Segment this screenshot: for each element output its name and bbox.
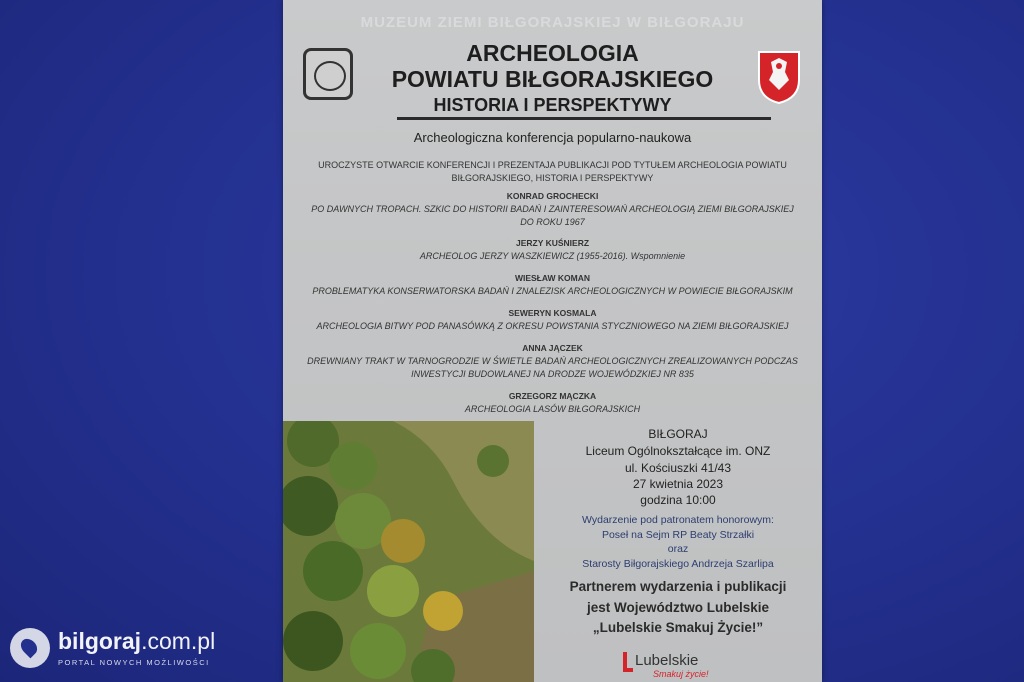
event-info-panel xyxy=(534,421,822,682)
speaker-talk: INWESTYCJI BUDOWLANEJ NA DRODZE WOJEWÓDZKIEJ NR 835 xyxy=(411,369,694,379)
speaker-name: GRZEGORZ MĄCZKA xyxy=(508,391,597,401)
watermark-brand-name: bilgoraj xyxy=(58,628,142,654)
speaker-talk: DREWNIANY TRAKT W TARNOGRODZIE W ŚWIETLE BADAŃ ARCHEOLOGICZNYCH ZREALIZOWANYCH PODCZAS xyxy=(307,356,798,366)
event-date: 27 kwietnia 2023 xyxy=(632,477,724,491)
watermark-tagline: PORTAL NOWYCH MOŻLIWOŚCI xyxy=(58,658,210,667)
museum-header: MUZEUM ZIEMI BIŁGORAJSKIEJ W BIŁGORAJU xyxy=(360,14,745,31)
speaker-name: WIESŁAW KOMAN xyxy=(514,273,591,283)
aerial-forest-photo xyxy=(283,421,534,682)
lubelskie-logo xyxy=(623,650,733,680)
watermark-brand xyxy=(58,628,215,655)
title-underline xyxy=(397,117,771,120)
bilgoraj-coat-of-arms xyxy=(757,50,801,104)
site-watermark xyxy=(10,628,240,670)
event-venue: Liceum Ogólnokształcące im. ONZ xyxy=(585,444,771,458)
speaker-name: SEWERYN KOSMALA xyxy=(508,308,597,318)
speaker-talk: DO ROKU 1967 xyxy=(520,217,585,227)
conference-subtitle: Archeologiczna konferencja popularno-naukowa xyxy=(413,130,692,145)
speaker-talk: ARCHEOLOGIA LASÓW BIŁGORAJSKICH xyxy=(464,404,641,414)
watermark-domain: .com.pl xyxy=(141,628,216,654)
event-address: ul. Kościuszki 41/43 xyxy=(624,461,732,475)
lubelskie-slogan: Smakuj życie! xyxy=(653,669,709,679)
location-pin-icon xyxy=(10,628,50,668)
speaker-name: JERZY KUŚNIERZ xyxy=(515,238,590,248)
partner-line: jest Województwo Lubelskie xyxy=(586,600,770,615)
patronage-line: Starosty Biłgorajskiego Andrzeja Szarlipa xyxy=(582,558,774,570)
speaker-talk: ARCHEOLOGIA BITWY POD PANASÓWKĄ Z OKRESU POWSTANIA STYCZNIOWEGO NA ZIEMI BIŁGORAJSKIEJ xyxy=(316,321,789,331)
lubelskie-wordmark: Lubelskie xyxy=(635,652,699,669)
intro-line-1: UROCZYSTE OTWARCIE KONFERENCJI I PREZENTAJA PUBLIKACJI POD TYTUŁEM ARCHEOLOGIA POWIATU xyxy=(318,160,787,170)
patronage-heading: Wydarzenie pod patronatem honorowym: xyxy=(582,514,774,526)
event-city: BIŁGORAJ xyxy=(648,427,708,441)
speaker-name: KONRAD GROCHECKI xyxy=(506,191,599,201)
event-time: godzina 10:00 xyxy=(640,493,716,507)
partner-line: „Lubelskie Smakuj Życie!” xyxy=(592,620,764,635)
speaker-talk: PROBLEMATYKA KONSERWATORSKA BADAŃ I ZNALEZISK ARCHEOLOGICZNYCH W POWIECIE BIŁGORAJSKIM xyxy=(312,286,793,296)
patronage-line: oraz xyxy=(667,543,689,555)
speaker-talk: ARCHEOLOG JERZY WASZKIEWICZ (1955-2016). Wspomnienie xyxy=(419,251,686,261)
partner-line: Partnerem wydarzenia i publikacji xyxy=(569,579,787,594)
intro-line-2: BIŁGORAJSKIEGO, HISTORIA I PERSPEKTYWY xyxy=(451,173,654,183)
patronage-line: Poseł na Sejm RP Beaty Strzałki xyxy=(601,529,755,541)
conference-poster xyxy=(283,0,822,682)
title-line-3: HISTORIA I PERSPEKTYWY xyxy=(433,95,672,115)
title-line-1: ARCHEOLOGIA xyxy=(466,40,639,66)
speaker-name: ANNA JĄCZEK xyxy=(522,343,583,353)
speaker-talk: PO DAWNYCH TROPACH. SZKIC DO HISTORII BADAŃ I ZAINTERESOWAŃ ARCHEOLOGIĄ ZIEMI BIŁGORAJSKIEJ xyxy=(311,204,794,214)
title-line-2: POWIATU BIŁGORAJSKIEGO xyxy=(391,66,714,92)
